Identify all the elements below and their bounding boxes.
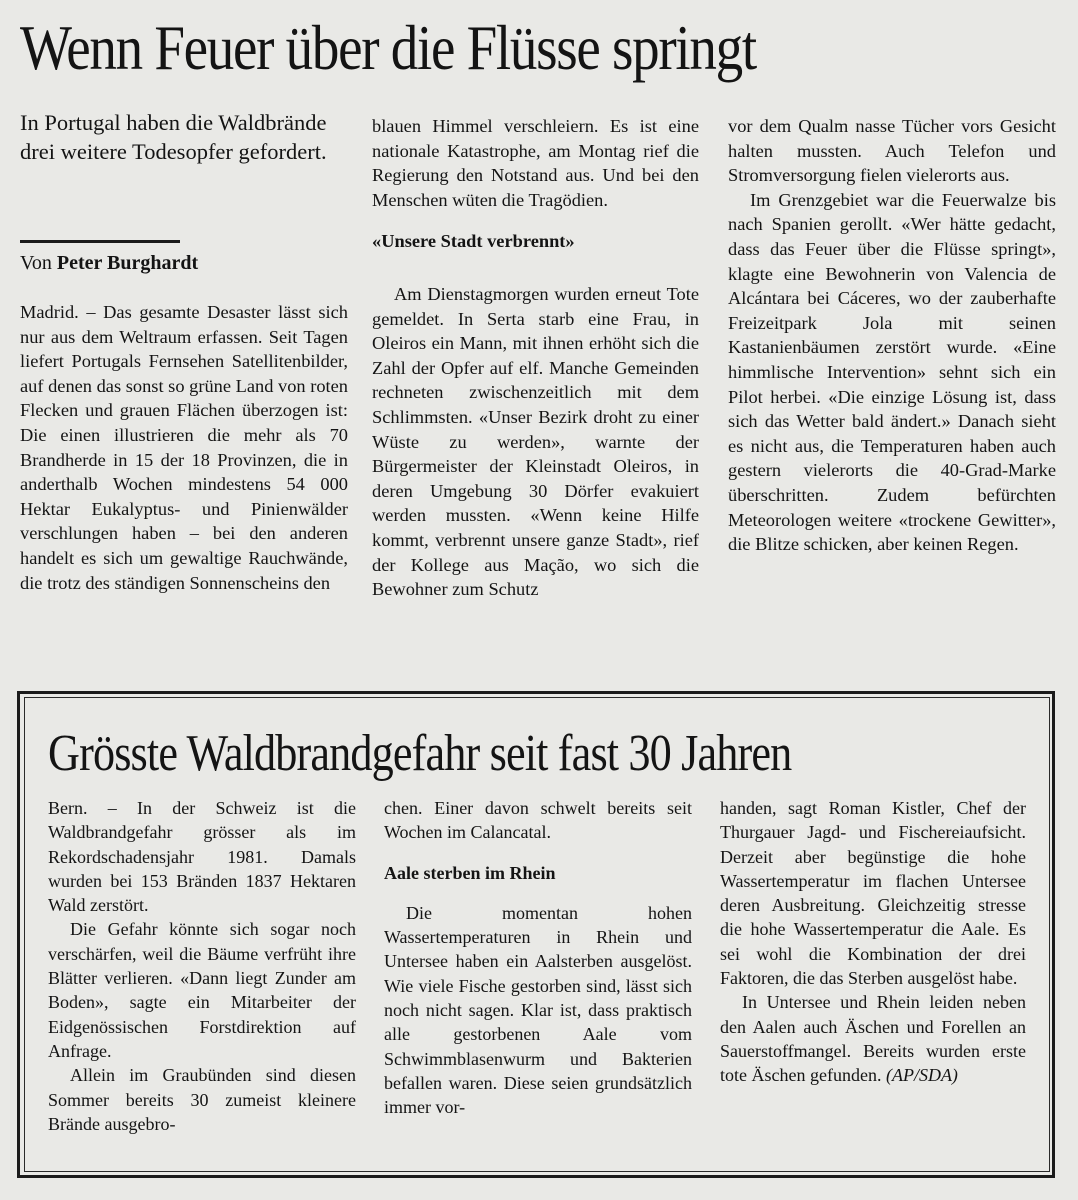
sidebar-column-1 xyxy=(48,796,356,1136)
article-paragraph: handen, sagt Roman Kistler, Chef der Thurgauer Jagd- und Fischereiaufsicht. Derzeit aber begünstige die hohe Wassertemperatur im flachen Untersee deren Ausbreitung. Gleichzeitig stresse die hohe Wassertemperatur die Aale. Es sei wohl die Kombination der drei Faktoren, die das Sterben ausgelöst habe. xyxy=(720,798,1026,989)
article-credit: (AP/SDA) xyxy=(885,1065,958,1086)
article-paragraph-text: In Untersee und Rhein leiden neben den Aalen auch Äschen und Forellen an Sauerstoffmangel. Bereits wurden erste tote Äschen gefunden. xyxy=(720,992,1026,1086)
article-paragraph: chen. Einer davon schwelt bereits seit Wochen im Calancatal. xyxy=(384,798,692,843)
article-paragraph: Madrid. – Das gesamte Desaster lässt sich nur aus dem Weltraum erfassen. Seit Tagen liefert Portugals Fernsehen Satellitenbilder, auf denen das sonst so grüne Land von roten Flecken und grauen Flächen überzogen ist: Die einen illustrieren die mehr als 70 Brandherde in 15 der 18 Provinzen, die in anderthalb Wochen mindestens 54 000 Hektar Eukalyptus- und Pinienwälder verschlungen haben – bei den anderen handelt es sich um gewaltige Rauchwände, die trotz des ständigen Sonnenscheins den xyxy=(20,302,348,593)
article-subhead: «Unsere Stadt verbrennt» xyxy=(372,231,575,252)
byline-author: Peter Burghardt xyxy=(56,252,199,274)
article-lead: In Portugal haben die Waldbrände drei weitere Todesopfer gefordert. xyxy=(20,110,327,164)
article-column-3 xyxy=(728,114,1056,557)
sidebar-headline: Grösste Waldbrandgefahr seit fast 30 Jahren xyxy=(48,725,792,782)
sidebar-column-3 xyxy=(720,796,1026,1088)
article-headline: Wenn Feuer über die Flüsse springt xyxy=(20,12,756,83)
article-paragraph: vor dem Qualm nasse Tücher vors Gesicht halten mussten. Auch Telefon und Stromversorgung fielen vielerorts aus. xyxy=(728,116,1056,186)
article-column-2 xyxy=(372,114,699,602)
article-paragraph: Allein im Graubünden sind diesen Sommer bereits 30 zumeist kleinere Brände ausgebro- xyxy=(48,1065,356,1134)
article-paragraph: Die momentan hohen Wassertemperaturen in Rhein und Untersee haben ein Aalsterben ausgelöst. Wie viele Fische gestorben sind, lässt sich noch nicht sagen. Klar ist, dass praktisch alle gestorbenen Aale vom Schwimmblasenwurm und Bakterien befallen waren. Diese seien grundsätzlich immer vor- xyxy=(384,902,692,1118)
sidebar-column-2 xyxy=(384,796,692,1120)
article-paragraph: blauen Himmel verschleiern. Es ist eine nationale Katastrophe, am Montag rief die Regierung den Notstand aus. Und bei den Menschen wüten die Tragödien. xyxy=(372,116,699,210)
byline xyxy=(20,250,198,276)
article-paragraph: Am Dienstagmorgen wurden erneut Tote gemeldet. In Serta starb eine Frau, in Oleiros ein Mann, mit ihnen erhöht sich die Zahl der Opfer auf elf. Manche Gemeinden rechneten zwischenzeitlich mit dem Schlimmsten. «Unser Bezirk droht zu einer Wüste zu werden», warnte der Bürgermeister der Kleinstadt Oleiros, in deren Umgebung 30 Dörfer evakuiert werden mussten. «Wenn keine Hilfe kommt, verbrennt unsere ganze Stadt», rief der Kollege aus Mação, wo sich die Bewohner zum Schutz xyxy=(372,283,699,600)
byline-rule xyxy=(20,240,180,243)
article-paragraph: Die Gefahr könnte sich sogar noch verschärfen, weil die Bäume verfrüht ihre Blätter verlieren. «Dann liegt Zunder am Boden», sagte ein Mitarbeiter der Eidgenössischen Forstdirektion auf Anfrage. xyxy=(48,919,356,1061)
byline-prefix: Von xyxy=(20,252,57,274)
article-paragraph: Im Grenzgebiet war die Feuerwalze bis nach Spanien gerollt. «Wer hätte gedacht, dass das Feuer über die Flüsse springt», klagte eine Bewohnerin von Valencia de Alcántara bei Cáceres, wo der zauberhafte Freizeitpark Jola mit seinen Kastanienbäumen zerstört wurde. «Eine himmlische Intervention» sehnt sich ein Pilot herbei. «Die einzige Lösung ist, dass sich das Wetter bald ändert.» Danach sieht es nicht aus, die Temperaturen haben auch gestern vielerorts die 40-Grad-Marke überschritten. Zudem befürchten Meteorologen weitere «trockene Gewitter», die Blitze schicken, aber keinen Regen. xyxy=(728,189,1056,555)
article-paragraph xyxy=(720,990,1026,1087)
sidebar-subhead: Aale sterben im Rhein xyxy=(384,862,556,883)
article-column-1 xyxy=(20,300,348,595)
article-paragraph: Bern. – In der Schweiz ist die Waldbrandgefahr grösser als im Rekordschadensjahr 1981. Damals wurden bei 153 Bränden 1837 Hektaren Wald zerstört. xyxy=(48,798,356,916)
